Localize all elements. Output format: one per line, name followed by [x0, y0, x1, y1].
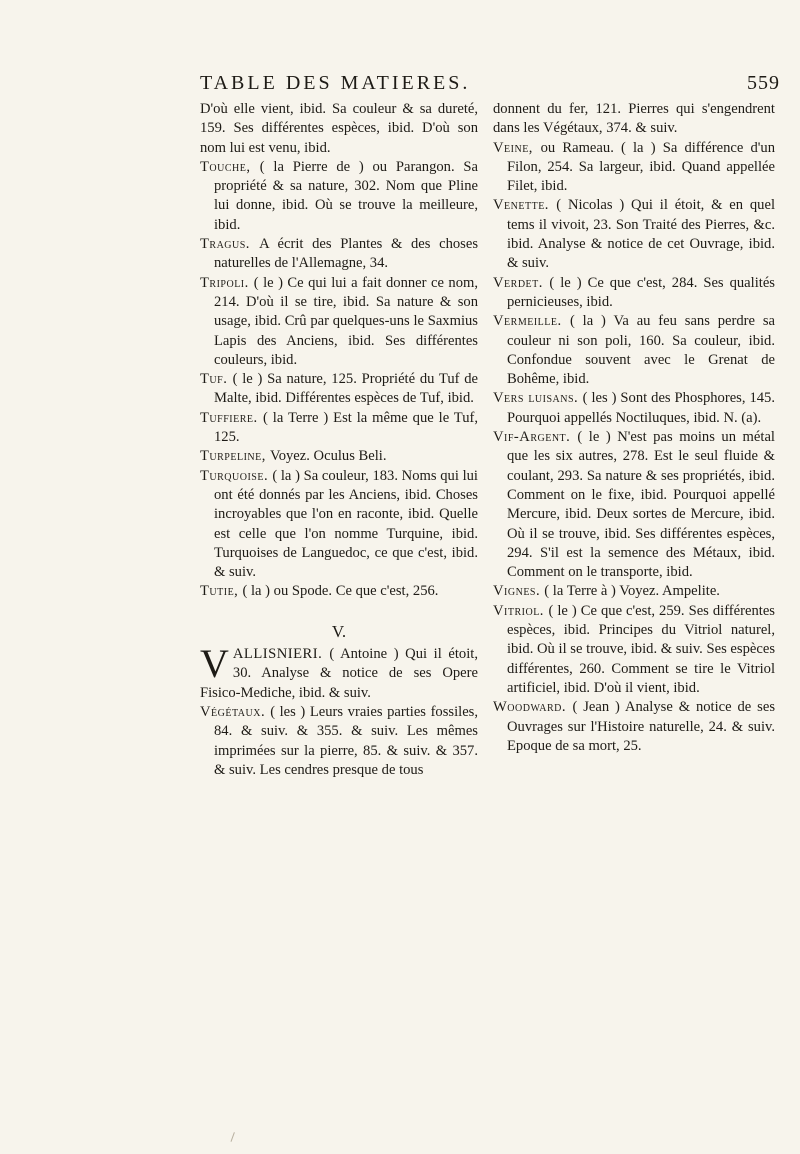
entry-headword: Veine, [493, 139, 541, 156]
entry-headword: Vermeille. [493, 313, 570, 330]
entry-text: ( la Pierre de ) ou Parangon. Sa propriété & sa nature, 302. Nom que Pline lui donne, ibid. Où se trouve la meilleure, ibid. [214, 158, 478, 233]
index-entry [493, 389, 775, 428]
index-entry [200, 409, 478, 448]
index-entry [200, 582, 478, 601]
paper-mark [231, 1132, 241, 1144]
entry-headword: Tuffiere. [200, 409, 264, 426]
entry-headword: Vitriol. [493, 602, 549, 619]
entry-headword: Tripoli. [200, 274, 254, 291]
entry-headword: Tuf. [200, 371, 233, 388]
entry-text: ( la Terre ) Est la même que le Tuf, 125. [214, 409, 479, 446]
running-header [200, 72, 780, 95]
index-entry [200, 100, 478, 158]
entry-headword: Végétaux. [200, 703, 271, 720]
entry-headword: Vignes. [493, 583, 545, 600]
index-entry [200, 641, 478, 703]
index-entry [493, 428, 775, 582]
index-entry [200, 235, 478, 274]
index-entry [493, 602, 775, 698]
index-entry [200, 158, 478, 235]
entry-text: ou Rameau. ( la ) Sa différence d'un Filon, 254. Sa largeur, ibid. Quand appellée Filet, ibid. [507, 139, 776, 195]
entry-headword: Verdet. [493, 274, 550, 291]
right-column [493, 100, 775, 756]
initial-letter: V [200, 641, 229, 687]
entry-text: ( le ) Ce que c'est, 284. Ses qualités pernicieuses, ibid. [507, 274, 775, 310]
index-entry [493, 139, 775, 197]
entry-text: ( le ) N'est pas moins un métal que les six autres, 278. Est le seul fluide & coulant, 293. Sa nature & ses propriétés, ibid. Comment on le fixe, ibid. Pourquoi appellé Mercure, ibid. Deux sortes de Mercure, ibid. Où il se trouve, ibid. Ses différentes espèces, 294. S'il est la semence des Métaux, ibid. Comment on le transporte, ibid. [507, 429, 775, 581]
index-entry [493, 312, 775, 389]
entry-headword: Woodward. [493, 699, 573, 716]
entry-text: ( la ) ou Spode. Ce que c'est, 256. [242, 583, 439, 600]
header-title: TABLE DES MATIERES. [200, 72, 471, 94]
index-entry [493, 274, 775, 313]
entry-headword: Vif-Argent. [493, 429, 578, 446]
entry-text: ( le ) Sa nature, 125. Propriété du Tuf de Malte, ibid. Différentes espèces de Tuf, ibid. [214, 371, 478, 407]
entry-text: ( la ) Sa couleur, 183. Noms qui lui ont été donnés par les Anciens, ibid. Choses incroyables que l'on en raconte, ibid. Quelle est celle que l'on nomme Turquine, ibid. Turquoises de Languedoc, ce que c'est, ibid. & suiv. [214, 467, 478, 581]
entry-headword: ALLISNIERI. [232, 646, 330, 663]
entry-headword: Vers luisans. [493, 390, 583, 407]
entry-text: ( les ) Leurs vraies parties fossiles, 84. & suiv. & 355. & suiv. Les mêmes imprimées sur la pierre, 85. & suiv. & 357. & suiv. Les cendres presque de tous [214, 703, 478, 778]
entry-headword: Tutie, [200, 583, 243, 600]
entry-text: ( la Terre à ) Voyez. Ampelite. [544, 583, 720, 600]
entry-text: ( Antoine ) Qui il étoit, 30. Analyse & notice de ses Opere Fisico-Mediche, ibid. & suiv. [200, 646, 478, 701]
entry-text: ( la ) Va au feu sans perdre sa couleur ni son poli, 160. Sa couleur, ibid. Confondue souvent avec le Grenat de Bohême, ibid. [507, 313, 775, 388]
entry-text: D'où elle vient, ibid. Sa couleur & sa dureté, 159. Ses différentes espèces, ibid. D'où son nom lui est venu, ibid. [200, 101, 478, 156]
left-column [200, 100, 478, 780]
entry-text: ( Jean ) Analyse & notice de ses Ouvrages sur l'Histoire naturelle, 24. & suiv. Epoque de sa mort, 25. [507, 699, 775, 754]
entry-text: ( le ) Ce que c'est, 259. Ses différentes espèces, ibid. Principes du Vitriol naturel, ibid. Où il se trouve, ibid. & suiv. Ses espèces différentes, 260. Comment se tire le Vitriol artificiel, ibid. D'où il vient, ibid. [507, 602, 775, 696]
entry-headword: Tragus. [200, 236, 260, 253]
section-letter: V. [331, 621, 347, 641]
index-entry [493, 582, 775, 601]
index-entry [200, 703, 478, 780]
index-entry [200, 447, 478, 466]
entry-text: ( le ) Ce qui lui a fait donner ce nom, 214. D'où il se tire, ibid. Sa nature & son usage, ibid. Crû par quelques-uns le Saxmius Lapis des Anciens, ibid. Ses différentes couleurs, ibid. [214, 274, 479, 368]
index-entry [493, 196, 775, 273]
page-number: 559 [747, 72, 780, 94]
entry-text: A écrit des Plantes & des choses naturelles de l'Allemagne, 34. [214, 236, 479, 272]
entry-text: ( Nicolas ) Qui il étoit, & en quel tems il vivoit, 23. Son Traité des Pierres, &c. ibid. Analyse & notice de cet Ouvrage, ibid. & suiv. [507, 197, 775, 272]
index-entry [200, 370, 478, 409]
entry-headword: Venette. [493, 197, 557, 214]
index-entry [200, 467, 478, 583]
entry-text: ( les ) Sont des Phosphores, 145. Pourquoi appellés Noctiluques, ibid. N. (a). [507, 390, 775, 426]
index-entry [200, 274, 478, 370]
entry-headword: Turpeline, [200, 448, 271, 465]
index-entry [493, 100, 775, 139]
entry-headword: Turquoise. [200, 467, 273, 484]
entry-text: donnent du fer, 121. Pierres qui s'engendrent dans les Végétaux, 374. & suiv. [493, 101, 775, 137]
index-entry [493, 698, 775, 756]
entry-text: Voyez. Oculus Beli. [270, 448, 387, 465]
entry-headword: Touche, [200, 158, 260, 175]
